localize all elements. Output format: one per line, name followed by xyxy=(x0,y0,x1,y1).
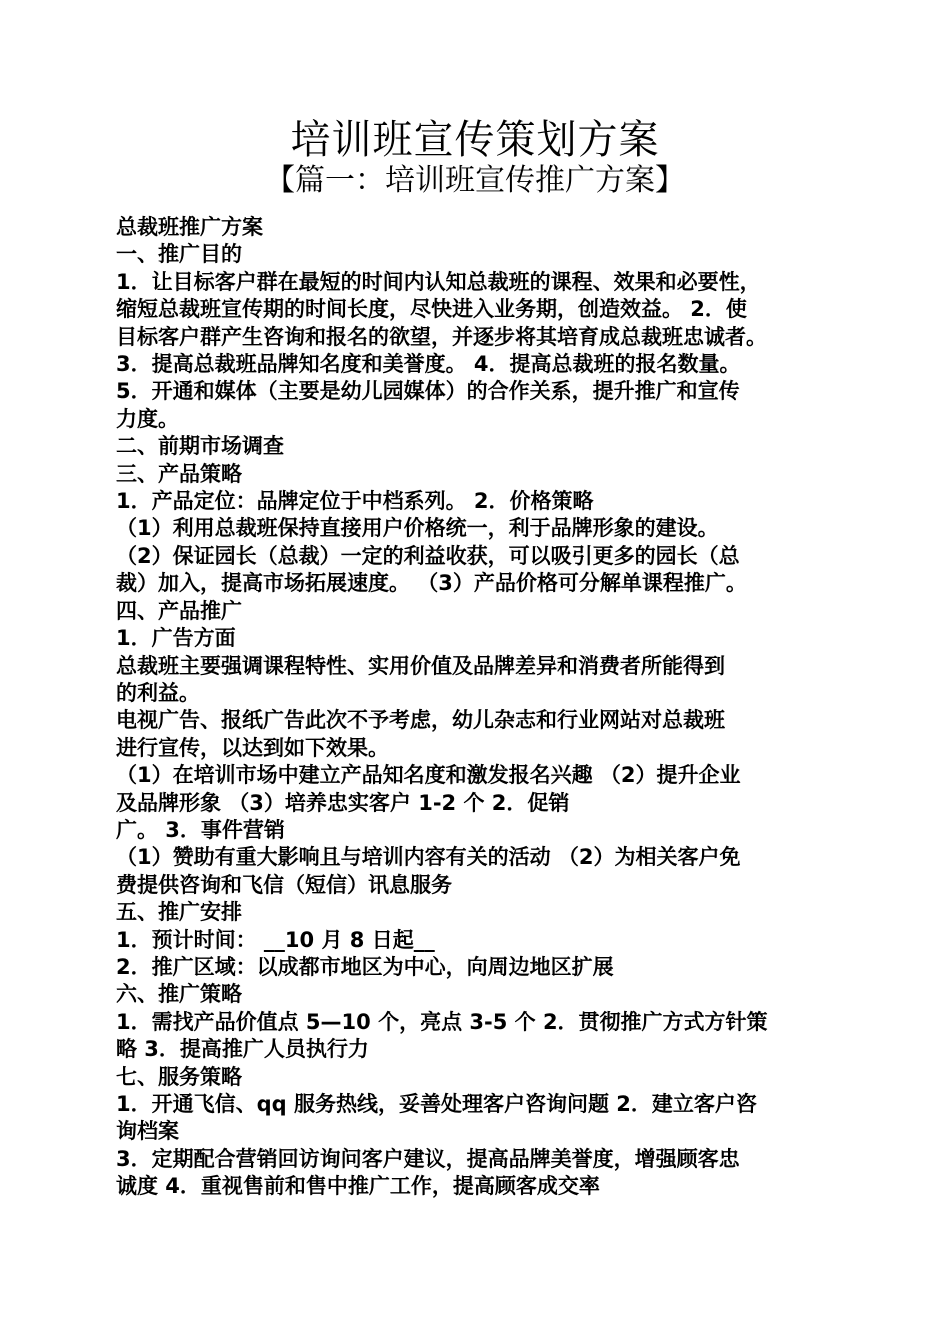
text-line: 1．开通飞信、qq 服务热线，妥善处理客户咨询问题 2．建立客户咨 xyxy=(116,1092,757,1116)
text-line: 三、产品策略 xyxy=(116,461,242,486)
text-line: 及品牌形象 （3）培养忠实客户 1-2 个 2．促销 xyxy=(116,790,570,815)
text-line: 目标客户群产生咨询和报名的欲望，并逐步将其培育成总裁班忠诚者。 xyxy=(116,324,767,349)
text-line: 1．需找产品价值点 5—10 个，亮点 3-5 个 2．贯彻推广方式方针策 xyxy=(116,1009,768,1034)
text-line: 二、前期市场调查 xyxy=(116,434,284,459)
document-body xyxy=(116,214,836,1201)
text-line: 总裁班主要强调课程特性、实用价值及品牌差异和消费者所能得到 xyxy=(116,653,725,678)
text-line: 诚度 4．重视售前和售中推广工作，提高顾客成交率 xyxy=(116,1174,600,1199)
text-line: 略 3．提高推广人员执行力 xyxy=(116,1037,369,1062)
text-line: 费提供咨询和飞信（短信）讯息服务 xyxy=(116,872,452,897)
text-line: 总裁班推广方案 xyxy=(116,215,263,239)
text-line: 1．预计时间： __10 月 8 日起__ xyxy=(116,927,435,952)
text-line: （1）在培训市场中建立产品知名度和激发报名兴趣 （2）提升企业 xyxy=(116,763,741,788)
text-line: 5．开通和媒体（主要是幼儿园媒体）的合作关系，提升推广和宣传 xyxy=(116,379,740,404)
text-line: （1）赞助有重大影响且与培训内容有关的活动 （2）为相关客户免 xyxy=(116,845,741,870)
text-line: 电视广告、报纸广告此次不予考虑，幼儿杂志和行业网站对总裁班 xyxy=(116,708,725,733)
text-line: 力度。 xyxy=(116,406,179,431)
document-subtitle: 【篇一：培训班宣传推广方案】 xyxy=(265,163,685,198)
text-line: 3．定期配合营销回访询问客户建议，提高品牌美誉度，增强顾客忠 xyxy=(116,1146,740,1171)
text-line: 3．提高总裁班品牌知名度和美誉度。 4．提高总裁班的报名数量。 xyxy=(116,352,741,377)
text-line: 六、推广策略 xyxy=(116,982,242,1007)
text-line: 进行宣传，以达到如下效果。 xyxy=(116,735,389,760)
document-title: 培训班宣传策划方案 xyxy=(290,117,660,163)
text-line: 七、服务策略 xyxy=(116,1064,242,1089)
text-line: 广。 3．事件营销 xyxy=(116,817,285,842)
text-line: （1）利用总裁班保持直接用户价格统一，利于品牌形象的建设。 xyxy=(116,516,719,541)
text-line: 缩短总裁班宣传期的时间长度，尽快进入业务期，创造效益。 2．使 xyxy=(116,297,747,322)
text-line: 1．广告方面 xyxy=(116,626,236,651)
text-line: 2．推广区域：以成都市地区为中心，向周边地区扩展 xyxy=(116,954,614,979)
text-line: （2）保证园长（总裁）一定的利益收获，可以吸引更多的园长（总 xyxy=(116,543,740,568)
text-line: 五、推广安排 xyxy=(116,900,242,925)
text-line: 裁）加入，提高市场拓展速度。 （3）产品价格可分解单课程推广。 xyxy=(116,571,747,596)
text-line: 1．让目标客户群在最短的时间内认知总裁班的课程、效果和必要性， xyxy=(116,269,761,294)
text-line: 1．产品定位：品牌定位于中档系列。 2．价格策略 xyxy=(116,489,594,514)
text-line: 一、推广目的 xyxy=(116,242,242,267)
text-line: 的利益。 xyxy=(116,680,200,705)
text-line: 询档案 xyxy=(116,1119,179,1144)
text-line: 四、产品推广 xyxy=(116,598,242,623)
